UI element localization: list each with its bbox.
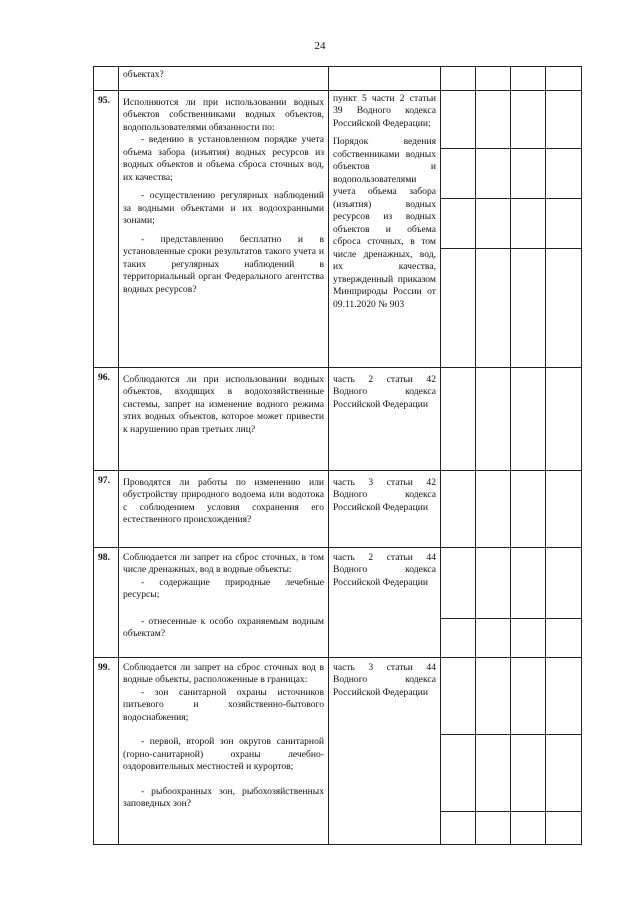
answer-cell-yes [441,471,476,548]
answer-cell-na [511,368,546,471]
answer-cell-no [476,368,511,471]
row-number: 95. [94,91,119,368]
table-row [94,67,582,91]
answer-cell-na [511,67,546,91]
question-cell [119,658,329,845]
answer-cell-yes [441,548,476,619]
answer-cell-note [546,149,582,199]
question-text: Соблюдается ли запрет на сброс сточных, в том числе дренажных, вод в водные объекты: [123,552,324,576]
answer-cell-no [476,149,511,199]
reference-text: часть 3 статьи 42 Водного кодекса Российской Федерации [333,477,436,513]
reference-cell [329,471,441,548]
reference-cell [329,548,441,658]
subitem-text: - рыбоохранных зон, рыбохозяйственных заповедных зон? [123,785,324,810]
table-row [94,471,582,548]
question-text: Проводятся ли работы по изменению или обустройству природного водоема или водотока с соблюдением условия сохранения его естественного происхождения? [123,477,324,526]
answer-cell-note [546,812,582,845]
table-row [94,548,582,619]
row-number: 97. [94,471,119,548]
answer-cell-yes [441,249,476,368]
answer-cell-na [511,812,546,845]
question-text: Соблюдаются ли при использовании водных объектов, входящих в водохозяйственные системы, запрет на изменение водного режима этих водных объектов, которое может привести к нарушению прав третьих лиц? [123,374,324,435]
question-text: Исполняются ли при использовании водных объектов собственниками водных объектов, водопользователями обязанности по: [123,97,324,133]
subitem-text: - ведению в установленном порядке учета объема забора (изъятия) водных ресурсов из водных объектов и объема сброса сточных вод, их качества; [123,134,324,183]
reference-text: Порядок ведения собственниками водных объектов и водопользователями учета объема забора (изъятия) водных ресурсов из водных объектов и объема сброса сточных, в том числе дренажных, вод, их качества, утвержденный приказом Минприроды России от 09.11.2020 № 903 [333,136,436,310]
answer-cell-no [476,199,511,249]
answer-cell-no [476,658,511,735]
subitem-text: - содержащие природные лечебные ресурсы; [123,576,324,601]
answer-cell-no [476,67,511,91]
answer-cell-no [476,91,511,149]
question-cell [119,91,329,368]
question-cell [119,471,329,548]
answer-cell-no [476,619,511,658]
answer-cell-note [546,619,582,658]
subitem-text: - осуществлению регулярных наблюдений за водными объектами и их водоохранными зонами; [123,190,324,227]
answer-cell-yes [441,149,476,199]
answer-cell-no [476,735,511,812]
reference-text: часть 3 статьи 44 Водного кодекса Российской Федерации [333,662,436,698]
table-row [94,658,582,735]
answer-cell-note [546,548,582,619]
answer-cell-note [546,471,582,548]
answer-cell-yes [441,619,476,658]
answer-cell-na [511,658,546,735]
answer-cell-na [511,548,546,619]
answer-cell-note [546,67,582,91]
answer-cell-yes [441,368,476,471]
answer-cell-na [511,471,546,548]
question-cell [119,368,329,471]
answer-cell-note [546,91,582,149]
answer-cell-yes [441,199,476,249]
answer-cell-na [511,249,546,368]
reference-cell [329,658,441,845]
table-row [94,91,582,149]
answer-cell-na [511,735,546,812]
answer-cell-no [476,471,511,548]
subitem-text: - отнесенные к особо охраняемым водным объектам? [123,615,324,640]
answer-cell-no [476,249,511,368]
answer-cell-note [546,658,582,735]
answer-cell-note [546,368,582,471]
answer-cell-yes [441,91,476,149]
answer-cell-yes [441,67,476,91]
answer-cell-na [511,149,546,199]
row-number: 99. [94,658,119,845]
question-text: Соблюдается ли запрет на сброс сточных вод в водные объекты, расположенные в границах: [123,662,324,686]
answer-cell-yes [441,658,476,735]
checklist-table [93,66,582,845]
subitem-text: - представлению бесплатно и в установленные сроки результатов такого учета и таких регулярных наблюдений в территориальный орган Федерального агентства водных ресурсов? [123,233,324,295]
question-text: объектах? [123,69,164,80]
reference-text: пункт 5 части 2 статьи 39 Водного кодекса Российской Федерации; [333,93,436,129]
reference-cell [329,67,441,91]
answer-cell-na [511,619,546,658]
reference-text: часть 2 статьи 44 Водного кодекса Российской Федерации [333,552,436,588]
answer-cell-note [546,735,582,812]
answer-cell-na [511,199,546,249]
reference-cell [329,91,441,368]
reference-cell [329,368,441,471]
table-row [94,368,582,471]
row-number: 96. [94,368,119,471]
answer-cell-na [511,91,546,149]
subitem-text: - первой, второй зон округов санитарной (горно-санитарной) охраны лечебно-оздоровительных местностей и курортов; [123,736,324,773]
answer-cell-no [476,812,511,845]
page-number: 24 [314,40,326,52]
row-number [94,67,119,91]
subitem-text: - зон санитарной охраны источников питьевого и хозяйственно-бытового водоснабжения; [123,686,324,723]
row-number: 98. [94,548,119,658]
answer-cell-note [546,199,582,249]
question-cell [119,548,329,658]
answer-cell-yes [441,812,476,845]
answer-cell-yes [441,735,476,812]
reference-text: часть 2 статьи 42 Водного кодекса Российской Федерации [333,374,436,410]
question-cell [119,67,329,91]
answer-cell-no [476,548,511,619]
answer-cell-note [546,249,582,368]
